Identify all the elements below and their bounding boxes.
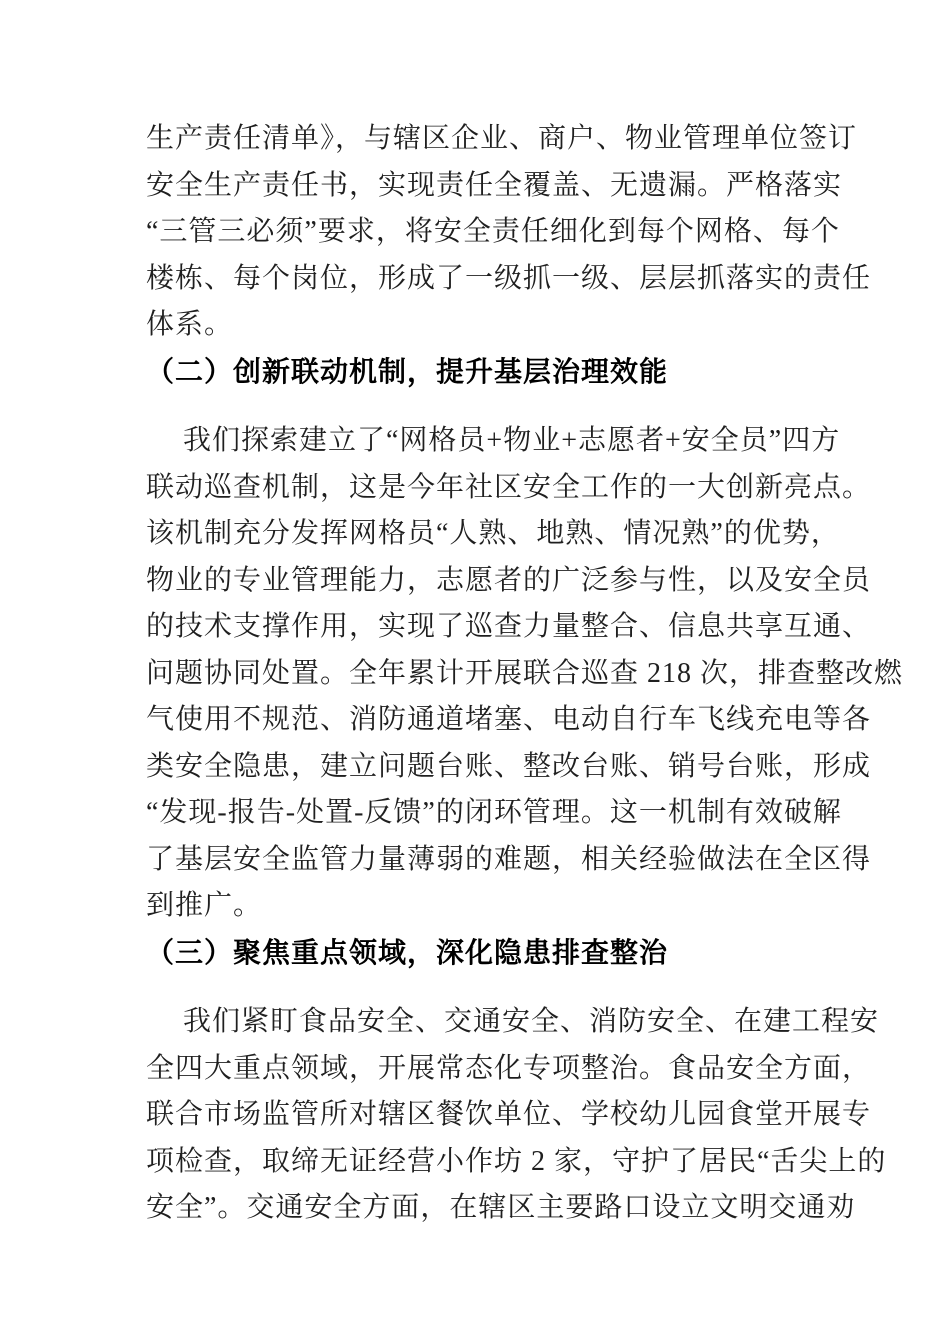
text-line: 了基层安全监管力量薄弱的难题，相关经验做法在全区得 xyxy=(146,843,872,875)
text-line: 的技术支撑作用，实现了巡查力量整合、信息共享互通、 xyxy=(146,611,872,642)
text-line: 项检查，取缔无证经营小作坊 2 家，守护了居民“舌尖上的 xyxy=(146,1145,887,1177)
text-line: 联合市场监管所对辖区餐饮单位、学校幼儿园食堂开展专 xyxy=(146,1099,872,1130)
text-line: 该机制充分发挥网格员“人熟、地熟、情况熟”的优势， xyxy=(146,518,840,549)
text-line: 到推广。 xyxy=(146,890,263,921)
text-line: 体系。 xyxy=(146,309,234,340)
section-heading-2: （二）创新联动机制，提升基层治理效能 xyxy=(146,355,669,387)
text-line: 我们探索建立了“网格员+物业+志愿者+安全员”四方 xyxy=(183,425,841,456)
text-line: 安全”。交通安全方面，在辖区主要路口设立文明交通劝 xyxy=(146,1192,856,1223)
text-line: 安全生产责任书，实现责任全覆盖、无遗漏。严格落实 xyxy=(146,169,843,201)
text-line: 问题协同处置。全年累计开展联合巡查 218 次，排查整改燃 xyxy=(146,657,904,689)
paragraph-continuation xyxy=(146,116,872,349)
text-line: “发现-报告-处置-反馈”的闭环管理。这一机制有效破解 xyxy=(146,797,842,828)
text-line: 物业的专业管理能力，志愿者的广泛参与性，以及安全员 xyxy=(146,564,872,596)
text-line: 全四大重点领域，开展常态化专项整治。食品安全方面， xyxy=(146,1052,872,1084)
text-line: “三管三必须”要求，将安全责任细化到每个网格、每个 xyxy=(146,216,840,247)
text-line: 生产责任清单》，与辖区企业、商户、物业管理单位签订 xyxy=(146,123,858,154)
text-line: 我们紧盯食品安全、交通安全、消防安全、在建工程安 xyxy=(183,1006,880,1037)
section-heading-3: （三）聚焦重点领域，深化隐患排查整治 xyxy=(146,936,669,968)
text-line: 类安全隐患，建立问题台账、整改台账、销号台账，形成 xyxy=(146,750,872,782)
page-text-content xyxy=(146,116,904,1232)
paragraph xyxy=(146,418,904,930)
paragraph xyxy=(146,999,887,1232)
text-line: 联动巡查机制，这是今年社区安全工作的一大创新亮点。 xyxy=(146,471,872,503)
text-line: 气使用不规范、消防通道堵塞、电动自行车飞线充电等各 xyxy=(146,704,872,735)
text-line: 楼栋、每个岗位，形成了一级抓一级、层层抓落实的责任 xyxy=(146,262,872,294)
